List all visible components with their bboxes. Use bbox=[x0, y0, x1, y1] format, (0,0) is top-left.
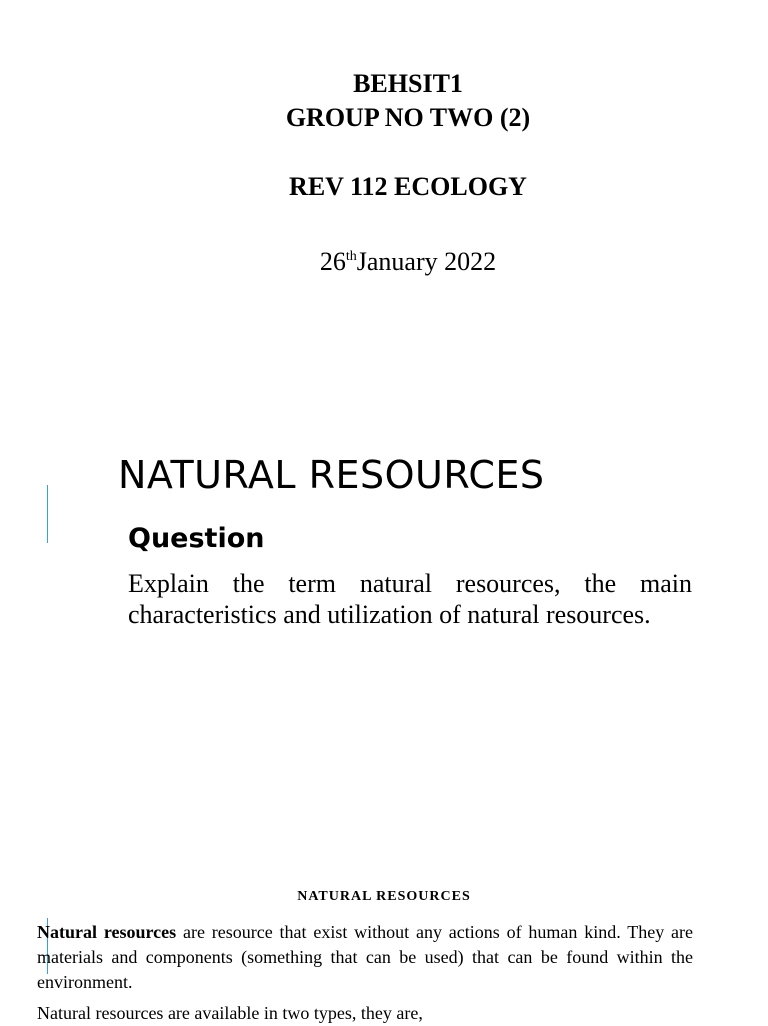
cover-date-rest: January 2022 bbox=[356, 247, 497, 276]
question-text: Explain the term natural resources, the main characteristics and utilization of natural resources. bbox=[128, 569, 692, 629]
question-label: Question bbox=[128, 523, 265, 554]
types-paragraph: Natural resources are available in two types, they are, bbox=[37, 1003, 423, 1023]
slide-title: NATURAL RESOURCES bbox=[118, 453, 545, 497]
definition-text: are resource that exist without any actions of human kind. They are materials and components (something that can be used) that can be found within the environment. bbox=[37, 922, 694, 992]
cover-class-line: BEHSIT1 bbox=[353, 69, 463, 98]
definition-paragraph bbox=[37, 920, 693, 995]
section-heading: NATURAL RESOURCES bbox=[297, 889, 471, 904]
cover-course-line: REV 112 ECOLOGY bbox=[289, 172, 527, 201]
cover-date bbox=[0, 245, 768, 279]
definition-term: Natural resources bbox=[37, 922, 177, 942]
cover-group-line: GROUP NO TWO (2) bbox=[285, 103, 531, 132]
text-cursor-marker bbox=[47, 485, 48, 543]
cover-date-suffix: th bbox=[345, 249, 357, 264]
cover-date-day: 26 bbox=[319, 247, 346, 276]
